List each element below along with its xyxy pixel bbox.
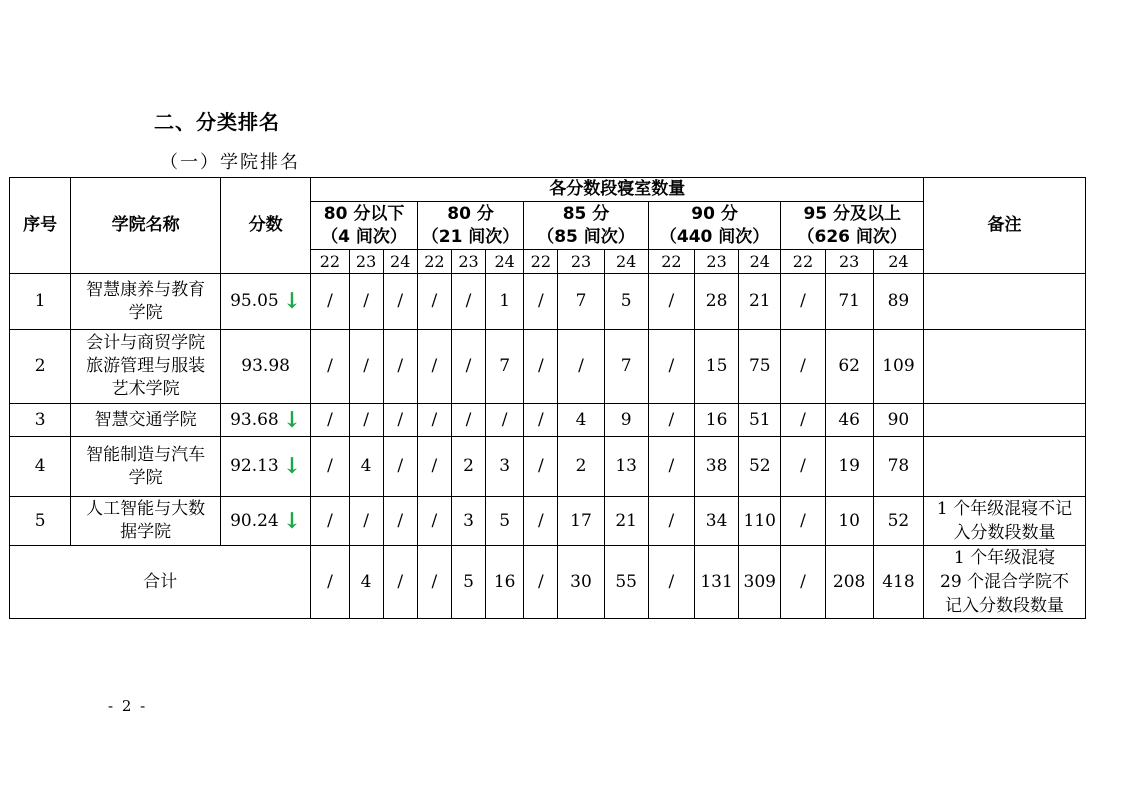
band-count: （21 间次） bbox=[421, 226, 520, 247]
college-score bbox=[220, 330, 310, 404]
down-arrow-icon: ↓ bbox=[282, 453, 302, 479]
header-score: 分数 bbox=[220, 178, 310, 274]
table-row bbox=[10, 404, 1086, 437]
band-cell: 28 bbox=[694, 274, 738, 330]
band-cell: 4 bbox=[558, 404, 604, 437]
band-cell: / bbox=[524, 404, 558, 437]
row-no: 4 bbox=[10, 437, 71, 497]
college-score bbox=[220, 497, 310, 546]
band-cell: 3 bbox=[486, 437, 524, 497]
band-cell: / bbox=[524, 330, 558, 404]
band-cell: 5 bbox=[486, 497, 524, 546]
band-cell: 52 bbox=[739, 437, 781, 497]
band-cell: / bbox=[311, 404, 349, 437]
band-cell: / bbox=[383, 497, 417, 546]
college-name bbox=[71, 497, 221, 546]
band-cell: / bbox=[648, 274, 694, 330]
band-cell: / bbox=[781, 404, 825, 437]
total-cell: 418 bbox=[873, 546, 923, 619]
band-cell: / bbox=[311, 330, 349, 404]
header-year: 22 bbox=[417, 250, 451, 274]
band-cell: / bbox=[311, 274, 349, 330]
header-year: 23 bbox=[451, 250, 485, 274]
band-cell: 7 bbox=[558, 274, 604, 330]
text-line: 入分数段数量 bbox=[953, 523, 1056, 543]
band-label: 90 分 bbox=[691, 203, 738, 224]
band-cell: / bbox=[349, 497, 383, 546]
text-line: 旅游管理与服装 bbox=[86, 356, 206, 376]
band-cell: / bbox=[524, 274, 558, 330]
row-no: 1 bbox=[10, 274, 71, 330]
table-row bbox=[10, 437, 1086, 497]
band-cell: / bbox=[417, 330, 451, 404]
band-label: 80 分以下 bbox=[323, 203, 405, 224]
band-cell: / bbox=[417, 274, 451, 330]
text-line: 智能制造与汽车 bbox=[86, 444, 206, 465]
total-cell: / bbox=[383, 546, 417, 619]
band-cell: 2 bbox=[558, 437, 604, 497]
band-cell: 46 bbox=[825, 404, 873, 437]
row-no: 2 bbox=[10, 330, 71, 404]
header-row-1 bbox=[10, 178, 1086, 202]
header-year: 23 bbox=[694, 250, 738, 274]
college-name bbox=[71, 274, 221, 330]
header-year: 24 bbox=[873, 250, 923, 274]
score-value: 93.98 bbox=[241, 356, 290, 376]
band-cell: 13 bbox=[604, 437, 648, 497]
band-cell: / bbox=[648, 330, 694, 404]
header-year: 23 bbox=[558, 250, 604, 274]
text-line: 29 个混合学院不 bbox=[940, 572, 1070, 592]
band-cell: / bbox=[648, 404, 694, 437]
band-cell: / bbox=[417, 437, 451, 497]
total-cell: / bbox=[417, 546, 451, 619]
college-name bbox=[71, 404, 221, 437]
down-arrow-icon: ↓ bbox=[282, 507, 302, 534]
band-cell: 71 bbox=[825, 274, 873, 330]
down-arrow-icon: ↓ bbox=[282, 288, 302, 314]
score-value: 92.13 bbox=[230, 456, 279, 476]
band-cell: / bbox=[349, 274, 383, 330]
band-cell: / bbox=[383, 274, 417, 330]
band-cell: / bbox=[311, 437, 349, 497]
band-cell: 38 bbox=[694, 437, 738, 497]
header-college: 学院名称 bbox=[71, 178, 221, 274]
remark-cell bbox=[924, 274, 1086, 330]
band-cell: / bbox=[311, 497, 349, 546]
band-cell: / bbox=[781, 497, 825, 546]
band-cell: / bbox=[524, 437, 558, 497]
total-cell: 55 bbox=[604, 546, 648, 619]
band-cell: / bbox=[349, 404, 383, 437]
text-line: 学院 bbox=[128, 302, 163, 323]
band-count: （85 间次） bbox=[537, 226, 635, 247]
total-row bbox=[10, 546, 1086, 619]
band-count: （626 间次） bbox=[797, 226, 907, 247]
band-cell: 21 bbox=[604, 497, 648, 546]
band-cell: 62 bbox=[825, 330, 873, 404]
band-cell: 52 bbox=[873, 497, 923, 546]
score-value: 90.24 bbox=[230, 510, 279, 531]
header-year: 24 bbox=[383, 250, 417, 274]
band-cell: / bbox=[383, 437, 417, 497]
band-cell: 4 bbox=[349, 437, 383, 497]
row-no: 5 bbox=[10, 497, 71, 546]
page-number: - 2 - bbox=[108, 697, 148, 715]
college-score bbox=[220, 437, 310, 497]
text-line: 艺术学院 bbox=[111, 379, 180, 399]
band-cell: / bbox=[383, 404, 417, 437]
header-remark: 备注 bbox=[924, 178, 1086, 274]
header-year: 24 bbox=[604, 250, 648, 274]
remark-cell bbox=[924, 404, 1086, 437]
band-cell: 3 bbox=[451, 497, 485, 546]
band-cell: 7 bbox=[486, 330, 524, 404]
total-cell: 5 bbox=[451, 546, 485, 619]
header-band bbox=[417, 202, 523, 250]
band-label: 95 分及以上 bbox=[803, 203, 902, 224]
text-line: 1 个年级混寝不记 bbox=[936, 499, 1073, 519]
total-cell: / bbox=[311, 546, 349, 619]
header-year: 24 bbox=[486, 250, 524, 274]
band-cell: / bbox=[349, 330, 383, 404]
band-cell: / bbox=[524, 497, 558, 546]
total-cell: / bbox=[781, 546, 825, 619]
band-count: （4 间次） bbox=[321, 226, 407, 247]
total-cell: / bbox=[648, 546, 694, 619]
band-cell: 2 bbox=[451, 437, 485, 497]
header-band bbox=[524, 202, 649, 250]
band-cell: 34 bbox=[694, 497, 738, 546]
header-year: 23 bbox=[825, 250, 873, 274]
table-row bbox=[10, 274, 1086, 330]
band-cell: 5 bbox=[604, 274, 648, 330]
band-cell: / bbox=[648, 497, 694, 546]
down-arrow-icon: ↓ bbox=[282, 406, 302, 433]
band-cell: 7 bbox=[604, 330, 648, 404]
band-cell: / bbox=[558, 330, 604, 404]
band-cell: 75 bbox=[739, 330, 781, 404]
text-line: 人工智能与大数 bbox=[86, 499, 206, 519]
band-cell: 10 bbox=[825, 497, 873, 546]
header-year: 22 bbox=[524, 250, 558, 274]
total-cell: 30 bbox=[558, 546, 604, 619]
band-cell: 9 bbox=[604, 404, 648, 437]
header-band bbox=[311, 202, 417, 250]
band-cell: / bbox=[417, 497, 451, 546]
band-cell: / bbox=[451, 404, 485, 437]
band-cell: / bbox=[781, 274, 825, 330]
table-row bbox=[10, 497, 1086, 546]
band-cell: 19 bbox=[825, 437, 873, 497]
band-cell: / bbox=[781, 330, 825, 404]
text-line: 会计与商贸学院 bbox=[86, 333, 206, 353]
text-line: 据学院 bbox=[120, 522, 172, 542]
header-band bbox=[648, 202, 781, 250]
band-cell: / bbox=[648, 437, 694, 497]
text-line: 智慧康养与教育 bbox=[86, 279, 206, 300]
remark-cell bbox=[924, 437, 1086, 497]
total-remark bbox=[924, 546, 1086, 619]
header-year: 24 bbox=[739, 250, 781, 274]
header-year: 22 bbox=[648, 250, 694, 274]
header-year: 23 bbox=[349, 250, 383, 274]
text-line: 记入分数段数量 bbox=[945, 596, 1065, 616]
subsection-title: （一）学院排名 bbox=[160, 152, 300, 173]
band-cell: 21 bbox=[739, 274, 781, 330]
total-cell: 131 bbox=[694, 546, 738, 619]
band-cell: / bbox=[417, 404, 451, 437]
college-ranking-table bbox=[9, 177, 1086, 619]
section-title: 二、分类排名 bbox=[154, 110, 280, 134]
band-cell: 89 bbox=[873, 274, 923, 330]
college-name bbox=[71, 330, 221, 404]
band-cell: 1 bbox=[486, 274, 524, 330]
score-value: 95.05 bbox=[230, 291, 279, 311]
text-line: 学院 bbox=[128, 467, 163, 488]
total-cell: 16 bbox=[486, 546, 524, 619]
total-cell: / bbox=[524, 546, 558, 619]
text-line: 智慧交通学院 bbox=[94, 409, 197, 430]
header-year: 22 bbox=[781, 250, 825, 274]
college-score bbox=[220, 404, 310, 437]
band-label: 80 分 bbox=[447, 203, 494, 224]
band-cell: 110 bbox=[739, 497, 781, 546]
total-cell: 4 bbox=[349, 546, 383, 619]
band-cell: 90 bbox=[873, 404, 923, 437]
remark-cell bbox=[924, 497, 1086, 546]
band-cell: / bbox=[383, 330, 417, 404]
table-row bbox=[10, 330, 1086, 404]
band-cell: 16 bbox=[694, 404, 738, 437]
score-value: 93.68 bbox=[230, 409, 279, 430]
header-band-group: 各分数段寝室数量 bbox=[311, 178, 924, 202]
total-cell: 208 bbox=[825, 546, 873, 619]
band-cell: / bbox=[486, 404, 524, 437]
band-cell: 109 bbox=[873, 330, 923, 404]
total-label: 合计 bbox=[10, 546, 311, 619]
remark-cell bbox=[924, 330, 1086, 404]
header-year: 22 bbox=[311, 250, 349, 274]
header-band bbox=[781, 202, 924, 250]
band-cell: 17 bbox=[558, 497, 604, 546]
band-count: （440 间次） bbox=[659, 226, 770, 247]
total-cell: 309 bbox=[739, 546, 781, 619]
text-line: 1 个年级混寝 bbox=[953, 548, 1056, 568]
band-cell: 78 bbox=[873, 437, 923, 497]
college-name bbox=[71, 437, 221, 497]
band-cell: / bbox=[451, 274, 485, 330]
band-cell: / bbox=[781, 437, 825, 497]
band-cell: / bbox=[451, 330, 485, 404]
band-cell: 15 bbox=[694, 330, 738, 404]
row-no: 3 bbox=[10, 404, 71, 437]
band-cell: 51 bbox=[739, 404, 781, 437]
header-no: 序号 bbox=[10, 178, 71, 274]
college-score bbox=[220, 274, 310, 330]
band-label: 85 分 bbox=[562, 203, 610, 224]
